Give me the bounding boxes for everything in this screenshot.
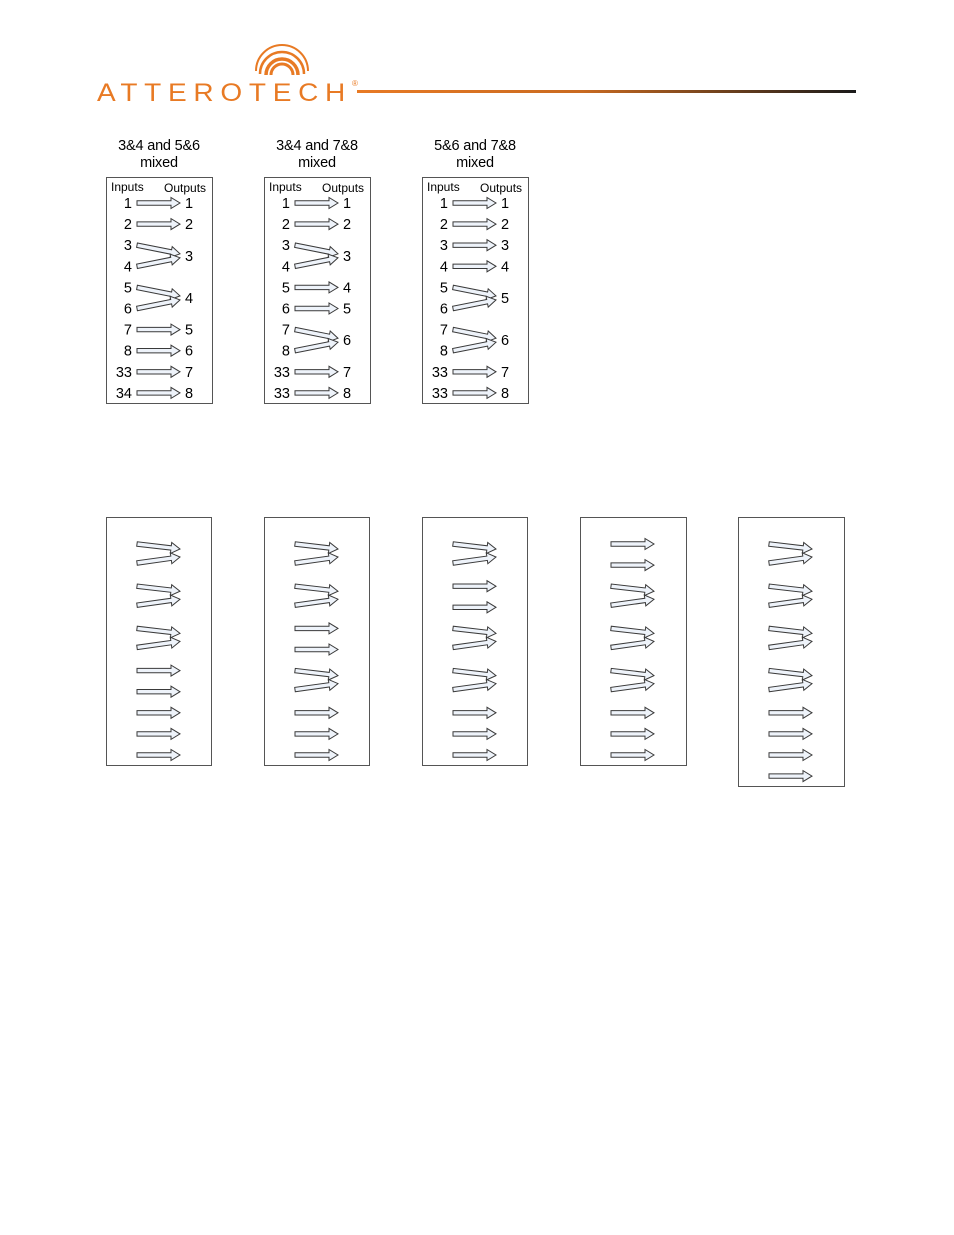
output-channel-label: 6 <box>501 333 510 350</box>
config-title-line1: 3&4 and 7&8 <box>276 138 358 154</box>
input-channel-label: 1 <box>281 196 290 212</box>
input-channel-label: 3 <box>439 238 448 255</box>
header-rule <box>357 90 856 93</box>
input-channel-label: 8 <box>281 343 290 360</box>
routing-box-blank <box>106 517 212 766</box>
output-channel-label: 8 <box>185 385 194 402</box>
inputs-header: Inputs <box>427 180 460 194</box>
outputs-header: Outputs <box>480 181 523 195</box>
output-channel-label: 3 <box>343 248 352 265</box>
output-channel-label: 1 <box>185 196 194 212</box>
config-title <box>79 138 239 172</box>
config-title <box>395 138 555 172</box>
outputs-header: Outputs <box>164 181 207 195</box>
input-channel-label: 7 <box>439 322 448 339</box>
input-channel-label: 4 <box>123 259 132 276</box>
output-channel-label: 2 <box>185 217 194 234</box>
output-channel-label: 8 <box>343 385 352 402</box>
routing-box-labeled <box>106 177 213 404</box>
output-channel-label: 7 <box>185 364 194 381</box>
input-channel-label: 6 <box>123 301 132 318</box>
output-channel-label: 5 <box>343 301 352 318</box>
config-title <box>237 138 397 172</box>
outputs-header: Outputs <box>322 181 365 195</box>
input-channel-label: 5 <box>281 280 290 297</box>
output-channel-label: 2 <box>343 217 352 234</box>
header-logo-area <box>0 0 954 130</box>
output-channel-label: 4 <box>343 280 352 297</box>
input-channel-label: 5 <box>123 280 132 297</box>
config-title-line1: 5&6 and 7&8 <box>434 138 516 154</box>
routing-box-blank <box>738 517 845 787</box>
output-channel-label: 7 <box>501 364 510 381</box>
output-channel-label: 7 <box>343 364 352 381</box>
input-channel-label: 4 <box>439 259 448 276</box>
output-channel-label: 6 <box>343 333 352 350</box>
input-channel-label: 1 <box>439 196 448 212</box>
input-channel-label: 34 <box>115 385 132 402</box>
input-channel-label: 8 <box>123 343 132 360</box>
routing-box-labeled <box>264 177 371 404</box>
input-channel-label: 7 <box>281 322 290 339</box>
routing-box-blank <box>580 517 687 766</box>
output-channel-label: 1 <box>343 196 352 212</box>
input-channel-label: 6 <box>439 301 448 318</box>
input-channel-label: 33 <box>431 385 448 402</box>
input-channel-label: 3 <box>281 238 290 255</box>
input-channel-label: 33 <box>115 364 132 381</box>
input-channel-label: 6 <box>281 301 290 318</box>
routing-box-blank <box>264 517 370 766</box>
input-channel-label: 33 <box>273 364 290 381</box>
inputs-header: Inputs <box>111 180 144 194</box>
output-channel-label: 8 <box>501 385 510 402</box>
input-channel-label: 5 <box>439 280 448 297</box>
input-channel-label: 33 <box>273 385 290 402</box>
output-channel-label: 5 <box>501 290 510 307</box>
output-channel-label: 4 <box>501 259 510 276</box>
output-channel-label: 3 <box>501 238 510 255</box>
output-channel-label: 5 <box>185 322 194 339</box>
config-title-line2: mixed <box>456 155 494 171</box>
input-channel-label: 7 <box>123 322 132 339</box>
config-title-line2: mixed <box>140 155 178 171</box>
config-title-line2: mixed <box>298 155 336 171</box>
output-channel-label: 6 <box>185 343 194 360</box>
output-channel-label: 1 <box>501 196 510 212</box>
input-channel-label: 2 <box>281 217 290 234</box>
inputs-header: Inputs <box>269 180 302 194</box>
routing-box-blank <box>422 517 528 766</box>
registered-mark: ® <box>352 79 358 88</box>
brand-emblem-icon <box>256 45 308 75</box>
input-channel-label: 2 <box>123 217 132 234</box>
brand-wordmark: ATTEROTECH <box>97 79 352 107</box>
input-channel-label: 2 <box>439 217 448 234</box>
output-channel-label: 2 <box>501 217 510 234</box>
config-title-line1: 3&4 and 5&6 <box>118 138 200 154</box>
output-channel-label: 4 <box>185 290 194 307</box>
routing-box-labeled <box>422 177 529 404</box>
input-channel-label: 33 <box>431 364 448 381</box>
input-channel-label: 3 <box>123 238 132 255</box>
output-channel-label: 3 <box>185 248 194 265</box>
input-channel-label: 4 <box>281 259 290 276</box>
input-channel-label: 1 <box>123 196 132 212</box>
input-channel-label: 8 <box>439 343 448 360</box>
